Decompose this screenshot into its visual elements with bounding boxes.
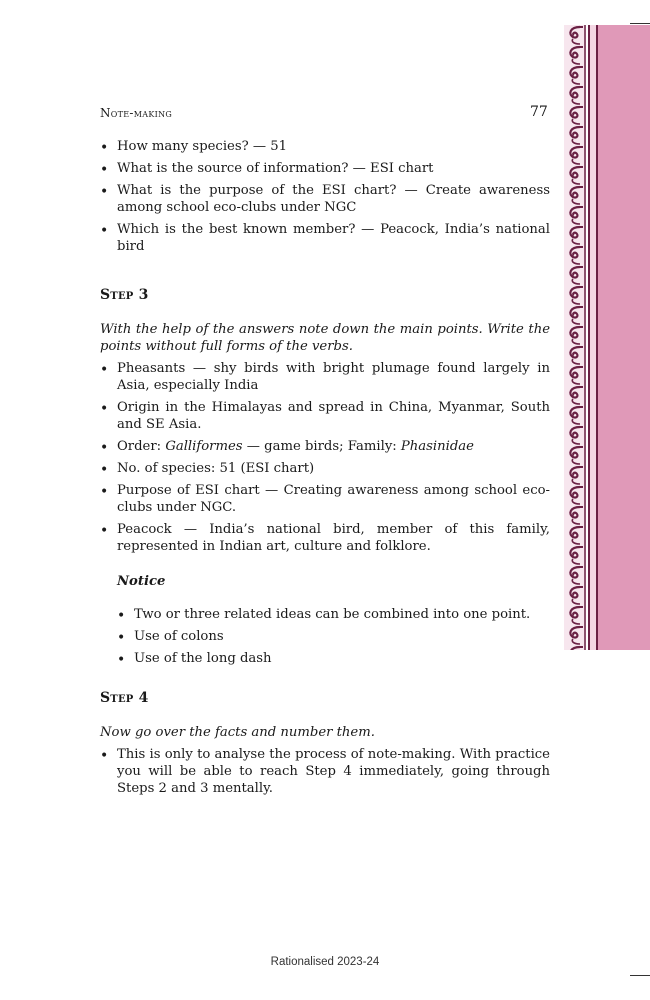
list-item: • Use of colons <box>117 628 550 645</box>
notice-title: Notice <box>117 574 166 589</box>
list-item: • Pheasants — shy birds with bright plumage found largely in Asia, especially India <box>100 360 550 394</box>
family-value: Phasinidae <box>400 439 474 454</box>
list-item: • Purpose of ESI chart — Creating awareness among school eco-clubs under NGC. <box>100 482 550 516</box>
running-head <box>100 106 172 120</box>
list-item: • Use of the long dash <box>117 650 550 667</box>
step4-heading-prefix: Step <box>100 690 134 706</box>
main-content <box>100 138 550 802</box>
crop-mark-top <box>630 23 650 24</box>
scroll-pattern-decoration <box>564 25 586 650</box>
step4-heading <box>100 690 550 707</box>
list-item: • Which is the best known member? — Peacock, India’s national bird <box>100 221 550 255</box>
step3-heading-prefix: Step <box>100 287 134 303</box>
step2-answer-list <box>100 138 550 255</box>
crop-mark-bottom <box>630 975 650 976</box>
list-item-order-family <box>100 438 550 455</box>
running-head-text: Note-making <box>100 106 173 120</box>
notice-list <box>117 606 550 667</box>
page-number: 77 <box>530 104 548 120</box>
border-stripes <box>588 25 598 650</box>
list-item: • How many species? — 51 <box>100 138 550 155</box>
step3-instruction: With the help of the answers note down the main points. Write the points without full forms of the verbs. <box>100 322 550 354</box>
step4-point-list <box>100 746 550 797</box>
list-item: • What is the purpose of the ESI chart? — Create awareness among school eco-clubs under NGC <box>100 182 550 216</box>
list-item: • This is only to analyse the process of note-making. With practice you will be able to reach Step 4 immediately, going through Steps 2 and 3 mentally. <box>100 746 550 797</box>
step4-heading-number: 4 <box>138 690 149 706</box>
order-value: Galliformes <box>165 439 243 454</box>
list-item: • Origin in the Himalayas and spread in China, Myanmar, South and SE Asia. <box>100 399 550 433</box>
pink-band <box>598 25 650 650</box>
step3-heading <box>100 287 550 304</box>
order-family-separator: — game birds; Family: <box>242 439 401 454</box>
list-item: • Two or three related ideas can be combined into one point. <box>117 606 550 623</box>
list-item: • What is the source of information? — ESI chart <box>100 160 550 177</box>
order-label: Order: <box>117 439 166 454</box>
footer-text: Rationalised 2023-24 <box>270 956 380 968</box>
notice-section <box>117 573 550 667</box>
list-item: • Peacock — India’s national bird, member of this family, represented in Indian art, culture and folklore. <box>100 521 550 555</box>
step4-instruction: Now go over the facts and number them. <box>100 725 375 740</box>
step3-heading-number: 3 <box>138 287 149 303</box>
step3-point-list <box>100 360 550 555</box>
list-item: • No. of species: 51 (ESI chart) <box>100 460 550 477</box>
